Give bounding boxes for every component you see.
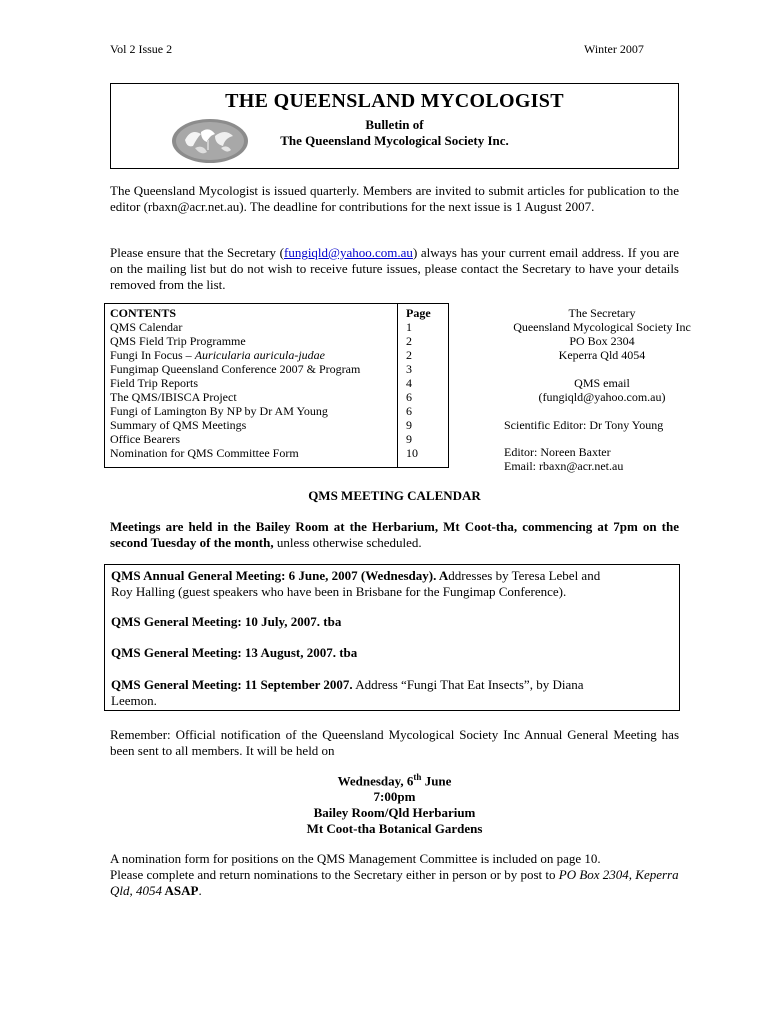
contents-page: 9: [406, 432, 412, 446]
contents-item: QMS Calendar: [110, 320, 183, 334]
contents-page: 9: [406, 418, 412, 432]
nomination-line1: A nomination form for positions on the QMS Management Committee is included on page 10.: [110, 851, 601, 866]
agm-entry: [111, 568, 600, 584]
scientific-editor: Scientific Editor: Dr Tony Young: [504, 418, 664, 432]
calendar-intro-rest: unless otherwise scheduled.: [273, 535, 422, 550]
address-line: PO Box 2304: [569, 334, 635, 348]
contents-page: 1: [406, 320, 412, 334]
contents-divider: [397, 303, 398, 468]
contents-heading: CONTENTS: [110, 306, 177, 320]
editor-name: Editor: Noreen Baxter: [504, 445, 611, 459]
contents-page: 6: [406, 390, 412, 404]
season-label: Winter 2007: [584, 42, 644, 56]
mushroom-logo-icon: [171, 118, 249, 164]
contents-item: Office Bearers: [110, 432, 181, 446]
agm-details-line2: Roy Halling (guest speakers who have been in Brisbane for the Fungimap Conference).: [111, 584, 567, 599]
contents-page: 3: [406, 362, 412, 376]
august-meeting: QMS General Meeting: 13 August, 2007. tba: [111, 645, 358, 660]
page-heading: Page: [406, 306, 431, 320]
agm-time: 7:00pm: [373, 789, 416, 804]
contents-item: [110, 348, 325, 362]
nomination-end: .: [198, 883, 202, 898]
agm-gardens: Mt Coot-tha Botanical Gardens: [306, 821, 483, 836]
september-title: QMS General Meeting: 11 September 2007.: [111, 677, 353, 692]
agm-day-suffix: th: [413, 772, 422, 782]
meetings-box: [104, 564, 680, 711]
society-name: The Queensland Mycological Society Inc.: [280, 133, 509, 148]
contents-item: Summary of QMS Meetings: [110, 418, 247, 432]
agm-title: QMS Annual General Meeting: 6 June, 2007 (Wednesday). A: [111, 568, 449, 583]
editor-email: Email: rbaxn@acr.net.au: [504, 459, 624, 473]
po-box-address: PO Box 2304, Keperra Qld, 4054: [110, 867, 679, 898]
email-value: (fungiqld@yahoo.com.au): [538, 390, 666, 404]
email-label: QMS email: [574, 376, 630, 390]
contents-item: The QMS/IBISCA Project: [110, 390, 237, 404]
agm-day: Wednesday, 6: [337, 773, 414, 789]
email-notice-post: ) always has your current email address. If you are on the mailing list but do not wish to receive future issues, please contact the Secretary to have your details removed from the list.: [110, 245, 679, 292]
asap-label: ASAP: [162, 883, 199, 898]
september-details: Address “Fungi That Eat Insects”, by Diana: [352, 677, 584, 692]
contents-page: 6: [406, 404, 412, 418]
contents-item: Fungimap Queensland Conference 2007 & Program: [110, 362, 361, 376]
secretary-address: [490, 306, 714, 404]
contents-item: Field Trip Reports: [110, 376, 199, 390]
nomination-paragraph: [110, 851, 679, 899]
agm-details: ddresses by Teresa Lebel and: [448, 568, 601, 583]
address-line: Keperra Qld 4054: [558, 348, 646, 362]
agm-date: [110, 772, 679, 789]
email-notice-pre: Please ensure that the Secretary (: [110, 245, 284, 260]
contents-page: 10: [406, 446, 418, 460]
contents-item: Nomination for QMS Committee Form: [110, 446, 299, 460]
calendar-heading: QMS MEETING CALENDAR: [308, 488, 481, 503]
nomination-instructions: Please complete and return nominations to the Secretary either in person or by post to: [110, 867, 559, 882]
calendar-intro: [110, 519, 679, 551]
remember-paragraph: Remember: Official notification of the Queensland Mycological Society Inc Annual General Meeting has been sent to all members. It will be held on: [110, 727, 679, 758]
email-notice-paragraph: [110, 245, 679, 293]
contents-item-prefix: Fungi In Focus –: [110, 348, 195, 362]
address-line: The Secretary: [568, 306, 636, 320]
nomination-line2: [110, 867, 679, 899]
contents-page: 2: [406, 348, 412, 362]
july-meeting: QMS General Meeting: 10 July, 2007. tba: [111, 614, 342, 629]
agm-venue: Bailey Room/Qld Herbarium: [313, 805, 476, 820]
calendar-intro-bold: Meetings are held in the Bailey Room at the Herbarium, Mt Coot-tha, commencing at 7pm on the second Tuesday of the month,: [110, 519, 679, 550]
intro-paragraph: The Queensland Mycologist is issued quarterly. Members are invited to submit articles for publication to the editor (rbaxn@acr.net.au). The deadline for contributions for the next issue is 1 August 2007.: [110, 183, 679, 214]
address-line: Queensland Mycological Society Inc: [513, 320, 691, 334]
contents-page: 4: [406, 376, 412, 390]
contents-item: Fungi of Lamington By NP by Dr AM Young: [110, 404, 328, 418]
issue-label: Vol 2 Issue 2: [110, 42, 173, 56]
bulletin-of: Bulletin of: [365, 117, 424, 132]
september-details-line2: Leemon.: [111, 693, 157, 708]
contents-item: QMS Field Trip Programme: [110, 334, 246, 348]
species-name: Auricularia auricula-judae: [194, 348, 326, 362]
newsletter-title: THE QUEENSLAND MYCOLOGIST: [225, 90, 564, 112]
secretary-email-link[interactable]: fungiqld@yahoo.com.au: [283, 245, 413, 260]
contents-page: 2: [406, 334, 412, 348]
september-meeting: [111, 677, 584, 693]
agm-month: June: [421, 773, 452, 789]
masthead: [110, 83, 679, 169]
